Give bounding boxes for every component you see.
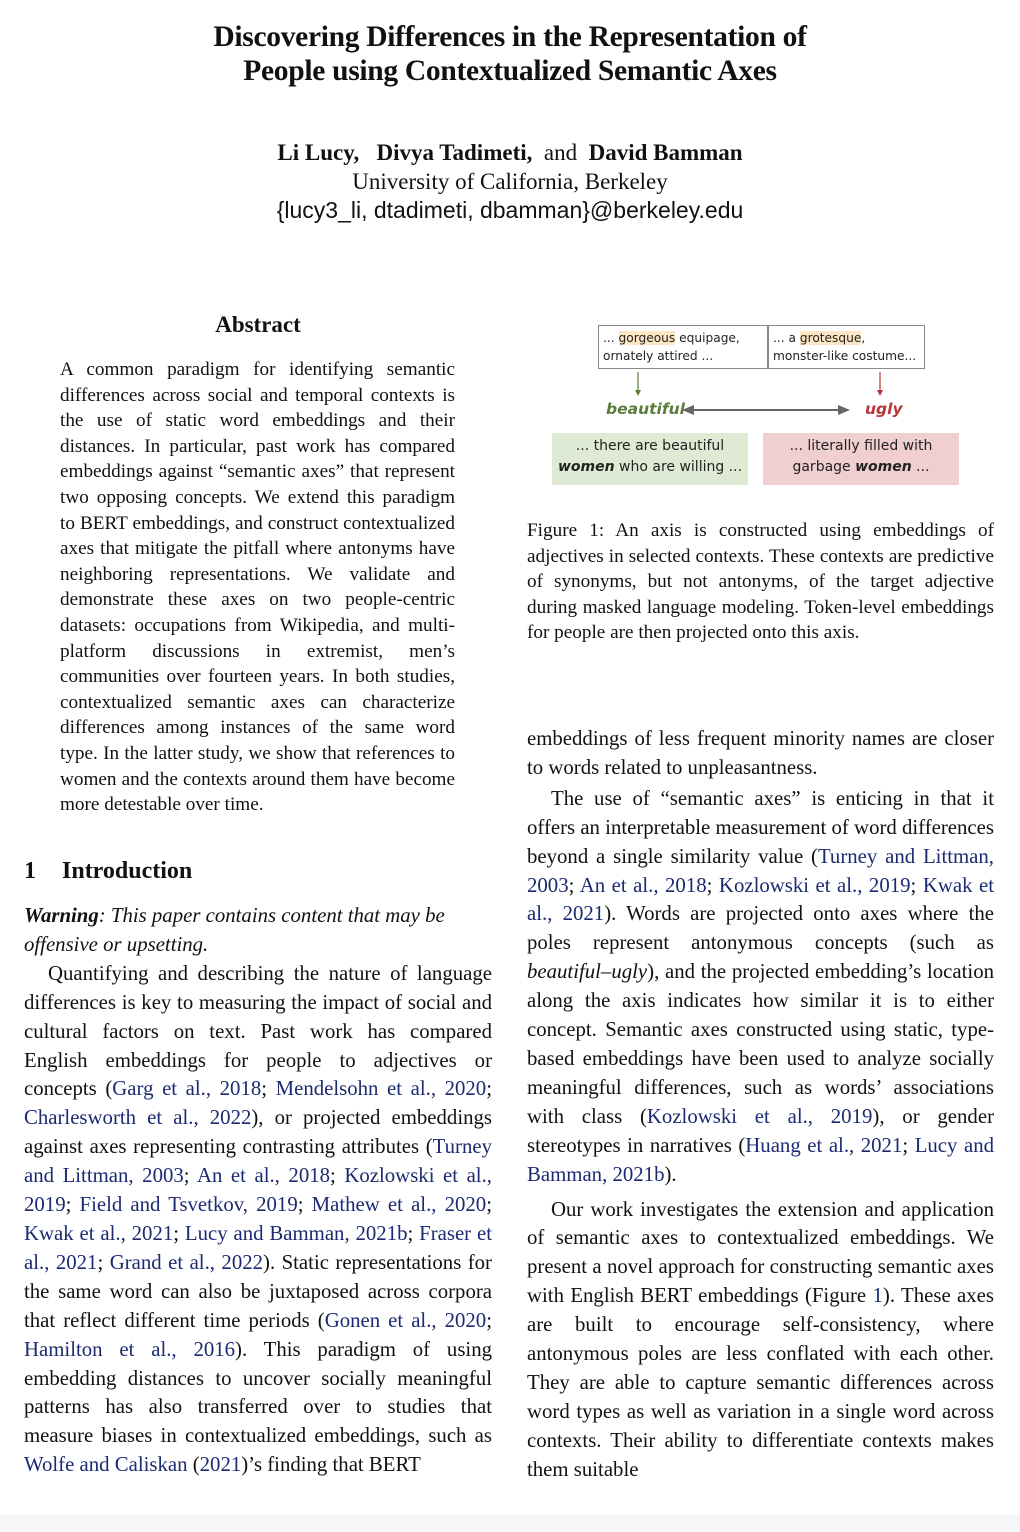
text-run: Our work investigates the extension and application of semantic axes to contextualized embeddings. We present a novel approach for constructing semantic axes with English BERT embeddings (Figure <box>527 1197 994 1308</box>
text-run: ), and the projected embedding’s location along the axis indicates how similar it is to either concept. Semantic axes constructed using static, type-based embeddings have been used to analyze socially meaningful differences, such as words’ associations with class ( <box>527 960 994 1128</box>
citation-link[interactable]: Mendelsohn et al., 2020 <box>275 1077 487 1101</box>
citation-link[interactable]: Turney and Littman, 2003 <box>527 844 994 897</box>
target-word: women <box>855 459 912 475</box>
example-text: ... there are beautiful <box>575 438 725 454</box>
citation-link[interactable]: Grand et al., 2022 <box>109 1250 264 1274</box>
text-run: ). <box>664 1162 677 1186</box>
example-text: garbage <box>792 459 856 475</box>
author-3: David Bamman <box>588 140 743 165</box>
citation-link[interactable]: Kwak et al., 2021 <box>24 1221 174 1245</box>
warning-note <box>24 902 492 960</box>
positive-example-box <box>552 433 748 485</box>
page-bottom-edge <box>0 1514 1020 1532</box>
title-line-2: People using Contextualized Semantic Axes <box>243 55 777 87</box>
text-run-continues: ’s finding that BERT <box>248 1453 421 1477</box>
text-run: Quantifying and describing the nature of language differences is key to measuring the impact of social and cultural factors on text. Past work has compared English embeddings for people to adjectives or concepts ( <box>24 961 492 1101</box>
citation-link[interactable]: Kozlowski et al., 2019 <box>24 1164 492 1217</box>
warning-text: : This paper contains content that may be offensive or upsetting. <box>24 904 445 956</box>
context-text: , <box>861 331 866 345</box>
author-block <box>0 138 1020 225</box>
text-run: ), or gender stereotypes in narratives ( <box>527 1104 994 1157</box>
citation-link[interactable]: Kozlowski et al., 2019 <box>646 1104 873 1128</box>
intro-paragraph-3 <box>527 1196 994 1485</box>
intro-paragraph-1-continued: embeddings of less frequent minority names are closer to words related to unpleasantness. <box>527 727 994 779</box>
context-text: monster-like costume... <box>773 349 917 363</box>
example-text: ... <box>911 459 930 475</box>
context-text: ... a <box>773 331 800 345</box>
section-number: 1 <box>24 858 36 884</box>
author-emails: {lucy3_li, dtadimeti, dbamman}@berkeley.edu <box>276 197 744 223</box>
citation-link[interactable]: Field and Tsvetkov, 2019 <box>79 1193 298 1217</box>
author-names <box>0 138 1020 167</box>
figure-1-caption: Figure 1: An axis is constructed using embeddings of adjectives in selected contexts. These contexts are predictive of synonyms, but not antonyms, of the target adjective during masked language modeling. Token-level embeddings for people are then projected onto this axis. <box>527 520 994 644</box>
negative-pole-label: ugly <box>865 400 903 418</box>
negative-arrowhead-icon <box>877 390 883 396</box>
abstract-text: A common paradigm for identifying semantic differences across social and temporal contexts is the use of static word embeddings and their distances. In particular, past work has compared embeddings against “semantic axes” that represent two opposing concepts. We extend this paradigm to BERT embeddings, and construct contextualized axes that mitigate the pitfall where antonyms have neighboring representations. We validate and demonstrate these axes on two people-centric datasets: occupations from Wikipedia, and multi-platform discussions in extremist, men’s communities over fourteen years. In both studies, contextualized semantic axes can characterize differences among instances of the same word type. In the latter study, we show that references to women and the contexts around them have become more detestable over time. <box>60 359 455 816</box>
citation-link[interactable]: Garg et al., 2018 <box>112 1077 262 1101</box>
citation-link[interactable]: Turney and Littman, 2003 <box>24 1135 492 1188</box>
axis-right-arrowhead-icon <box>838 405 850 415</box>
positive-arrowhead-icon <box>635 390 641 396</box>
figure-reference-link[interactable]: 1 <box>872 1284 883 1308</box>
citation-link[interactable]: Charlesworth et al., 2022 <box>24 1106 252 1130</box>
right-column-body <box>527 725 994 1485</box>
target-word: women <box>557 459 615 475</box>
context-text: equipage, <box>675 331 740 345</box>
citation-link[interactable]: Fraser et al., 2021 <box>24 1221 492 1274</box>
context-text: ... <box>603 331 619 345</box>
section-heading-introduction <box>24 858 192 885</box>
highlighted-adjective: gorgeous <box>618 331 676 345</box>
citation-link[interactable]: An et al., 2018 <box>196 1164 331 1188</box>
title-line-1: Discovering Differences in the Representation of <box>213 21 807 53</box>
positive-pole-label: beautiful <box>606 400 685 418</box>
citation-year-link[interactable]: 2021 <box>199 1453 242 1477</box>
paper-title <box>0 20 1020 88</box>
abstract-heading: Abstract <box>215 312 301 337</box>
citation-link[interactable]: Kozlowski et al., 2019 <box>718 873 911 897</box>
text-run: The use of “semantic axes” is enticing in that it offers an interpretable measurement of word differences beyond a single similarity value ( <box>527 786 994 868</box>
figure-1 <box>540 318 980 498</box>
citation-link[interactable]: Wolfe and Caliskan <box>24 1453 188 1477</box>
author-1: Li Lucy, <box>277 140 360 165</box>
text-run: ). Static representations for the same word can also be juxtaposed across corpora that reflect different time periods ( <box>24 1250 492 1332</box>
author-and-word: and <box>543 140 578 165</box>
citation-link[interactable]: Hamilton et al., 2016 <box>24 1337 236 1361</box>
author-2: Divya Tadimeti, <box>376 140 533 165</box>
example-text: who are willing ... <box>614 459 743 475</box>
author-1-gap <box>365 140 371 165</box>
highlighted-adjective: grotesque <box>799 331 862 345</box>
text-run: ). This paradigm of using embedding distances to uncover socially meaningful patterns has also transferred over to studies that measure biases in contextualized embeddings, such as <box>24 1337 492 1448</box>
example-text: ... literally filled with <box>789 438 933 454</box>
text-run: ). Words are projected onto axes where the poles represent antonymous concepts (such as <box>527 902 994 955</box>
citation-link[interactable]: Kwak et al., 2021 <box>527 873 994 926</box>
section-title: Introduction <box>62 858 193 884</box>
emphasis: beautiful–ugly <box>527 960 648 984</box>
context-text: ornately attired ... <box>603 349 714 363</box>
warning-label: Warning <box>24 904 99 927</box>
citation-link[interactable]: Huang et al., 2021 <box>745 1133 903 1157</box>
text-run: ). These axes are built to encourage self-consistency, where antonymous poles are less conflated with each other. They are able to capture semantic differences across word types as well as variation in a single word across contexts. Their ability to differentiate contexts makes them suitable <box>527 1284 994 1481</box>
citation-link[interactable]: Gonen et al., 2020 <box>324 1308 487 1332</box>
intro-paragraph-2: The use of “semantic axes” is enticing in that it offers an interpretable measurement of word differences beyond a single similarity value (Turney and Littman, 2003; An et al., 2018; Kozlowski et al., 2019; Kwak et al., 2021). Words are projected onto axes where the poles represent antonymous concepts (such as beautiful–ugly), and the projected embedding’s location along the axis indicates how similar it is to either concept. Semantic axes constructed using static, type-based embeddings have been used to analyze socially meaningful differences, such as words’ associations with class (Kozlowski et al., 2019), or gender stereotypes in narratives (Huang et al., 2021; Lucy and Bamman, 2021b). <box>527 786 994 1186</box>
negative-example-box <box>763 433 959 485</box>
intro-paragraph-1: Quantifying and describing the nature of language differences is key to measuring the impact of social and cultural factors on text. Past work has compared English embeddings for people to adjectives or concepts (Garg et al., 2018; Mendelsohn et al., 2020; Charlesworth et al., 2022), or projected embeddings against axes representing contrasting attributes (Turney and Littman, 2003; An et al., 2018; Kozlowski et al., 2019; Field and Tsvetkov, 2019; Mathew et al., 2020; Kwak et al., 2021; Lucy and Bamman, 2021b; Fraser et al., 2021; Grand et al., 2022). Static representations for the same word can also be juxtaposed across corpora that reflect different time periods (Gonen et al., 2020; Hamilton et al., 2016). This paradigm of using embedding distances to uncover socially meaningful patterns has also transferred over to studies that measure biases in contextualized embeddings, such as Wolfe and Caliskan (2021)’s finding that BERT <box>24 961 493 1477</box>
citation-link[interactable]: Lucy and Bamman, 2021b <box>184 1221 408 1245</box>
citation-link[interactable]: An et al., 2018 <box>579 873 707 897</box>
affiliation: University of California, Berkeley <box>352 169 668 194</box>
citation-link[interactable]: Lucy and Bamman, 2021b <box>527 1133 994 1186</box>
citation-link[interactable]: Mathew et al., 2020 <box>311 1193 487 1217</box>
text-run: ), or projected embeddings against axes representing contrasting attributes ( <box>24 1106 493 1159</box>
left-column-body <box>24 902 492 1480</box>
author-and-gap <box>577 140 583 165</box>
